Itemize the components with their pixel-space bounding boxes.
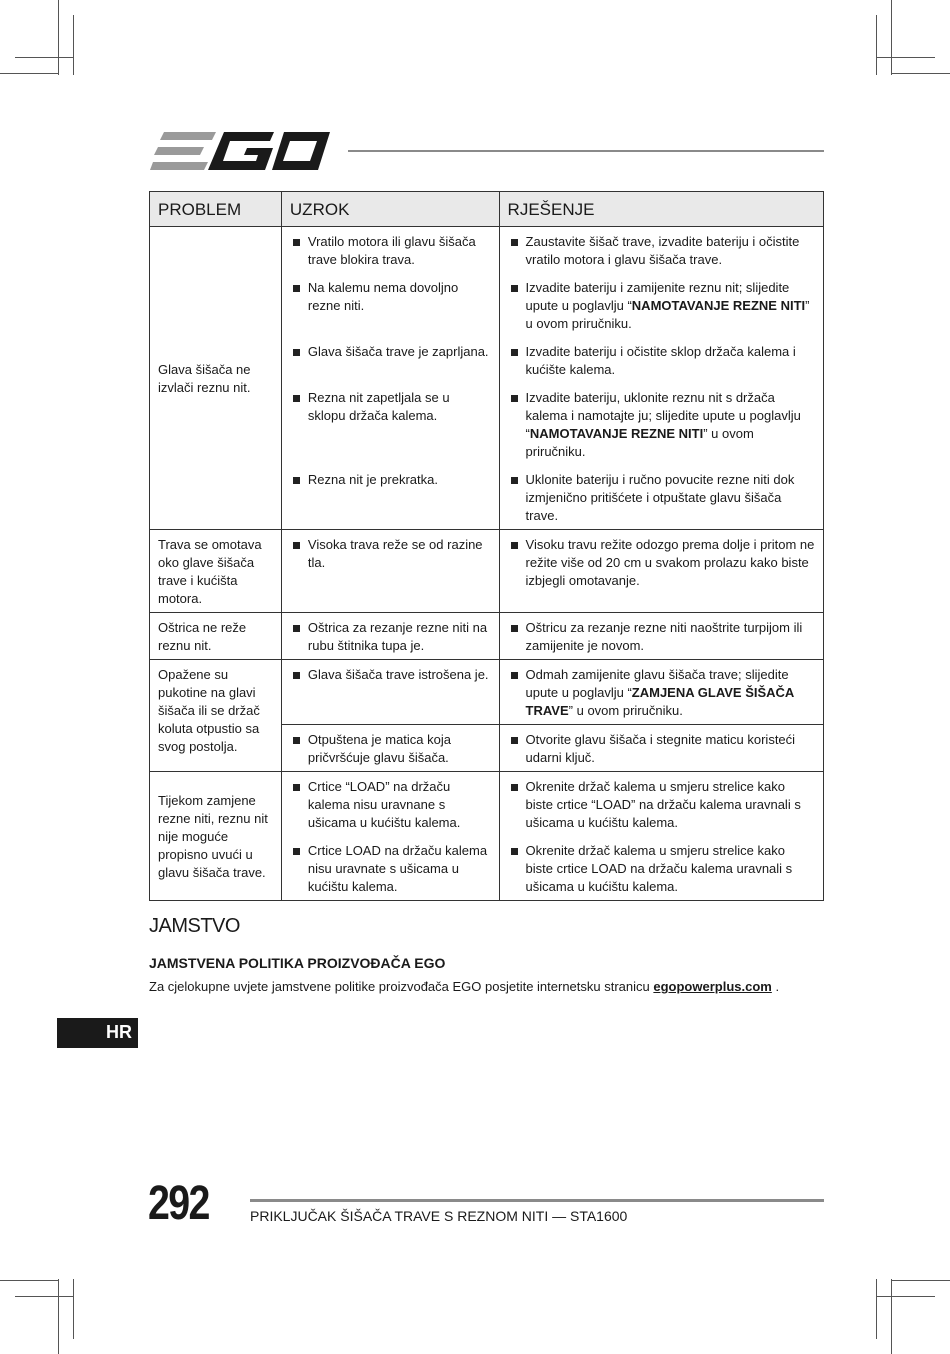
crop-mark	[73, 15, 74, 75]
crop-mark	[891, 0, 892, 75]
crop-mark	[892, 1280, 950, 1281]
crop-mark	[15, 1296, 73, 1297]
bullet-icon	[293, 784, 300, 791]
solution-cell: Izvadite bateriju i zamijenite reznu nit; slijedite upute u poglavlju “NAMOTAVANJE REZNE NITI” u ovom priručniku.	[499, 273, 823, 337]
bullet-icon	[293, 737, 300, 744]
bullet-icon	[511, 848, 518, 855]
column-header: RJEŠENJE	[499, 192, 823, 227]
bullet-icon	[511, 285, 518, 292]
bullet-icon	[293, 285, 300, 292]
solution-cell: Otvorite glavu šišača i stegnite maticu koristeći udarni ključ.	[499, 725, 823, 772]
bullet-icon	[293, 848, 300, 855]
bullet-icon	[511, 737, 518, 744]
table-row	[150, 613, 824, 660]
table-row	[150, 530, 824, 613]
cause-cell: Crtice LOAD na držaču kalema nisu uravnate s ušicama u kućištu kalema.	[281, 836, 499, 901]
solution-cell: Visoku travu režite odozgo prema dolje i pritom ne režite više od 20 cm u svakom prolazu kako biste izbjegli omotavanje.	[499, 530, 823, 613]
crop-mark	[877, 1296, 935, 1297]
bullet-icon	[293, 672, 300, 679]
problem-cell: Trava se omotava oko glave šišača trave i kućišta motora.	[150, 530, 282, 613]
cause-cell: Visoka trava reže se od razine tla.	[281, 530, 499, 613]
cause-cell: Crtice “LOAD” na držaču kalema nisu uravnane s ušicama u kućištu kalema.	[281, 772, 499, 837]
solution-cell: Okrenite držač kalema u smjeru strelice kako biste crtice LOAD na držaču kalema uravnali s ušicama u kućištu kalema.	[499, 836, 823, 901]
cause-cell: Rezna nit zapetljala se u sklopu držača kalema.	[281, 383, 499, 465]
cause-cell: Na kalemu nema dovoljno rezne niti.	[281, 273, 499, 337]
solution-cell: Okrenite držač kalema u smjeru strelice kako biste crtice “LOAD” na držaču kalema uravnali s ušicama u kućištu kalema.	[499, 772, 823, 837]
bullet-icon	[511, 672, 518, 679]
solution-cell: Izvadite bateriju, uklonite reznu nit s držača kalema i namotajte ju; slijedite upute u poglavlju “NAMOTAVANJE REZNE NITI” u ovom priručniku.	[499, 383, 823, 465]
column-header: PROBLEM	[150, 192, 282, 227]
bullet-icon	[511, 784, 518, 791]
bullet-icon	[511, 395, 518, 402]
cause-cell: Glava šišača trave istrošena je.	[281, 660, 499, 725]
troubleshooting-table	[149, 191, 824, 901]
warranty-paragraph: Za cjelokupne uvjete jamstvene politike proizvođača EGO posjetite internetsku stranicu egopowerplus.com .	[149, 979, 780, 994]
warranty-heading: JAMSTVO	[149, 915, 240, 937]
crop-mark	[15, 57, 73, 58]
crop-mark	[58, 1279, 59, 1354]
bullet-icon	[293, 395, 300, 402]
language-tab: HR	[57, 1018, 138, 1048]
bullet-icon	[293, 239, 300, 246]
solution-cell: Odmah zamijenite glavu šišača trave; slijedite upute u poglavlju “ZAMJENA GLAVE ŠIŠAČA TRAVE” u ovom priručniku.	[499, 660, 823, 725]
warranty-subheading: JAMSTVENA POLITIKA PROIZVOĐAČA EGO	[149, 955, 446, 971]
problem-cell: Glava šišača ne izvlači reznu nit.	[150, 227, 282, 530]
crop-mark	[877, 57, 935, 58]
cause-cell: Vratilo motora ili glavu šišača trave blokira trava.	[281, 227, 499, 274]
bullet-icon	[293, 349, 300, 356]
crop-mark	[891, 1279, 892, 1354]
footer-rule	[250, 1199, 824, 1202]
table-row	[150, 660, 824, 725]
problem-cell: Oštrica ne reže reznu nit.	[150, 613, 282, 660]
crop-mark	[0, 73, 58, 74]
bullet-icon	[511, 542, 518, 549]
crop-mark	[58, 0, 59, 75]
bullet-icon	[293, 542, 300, 549]
crop-mark	[876, 1279, 877, 1339]
table-header-row	[150, 192, 824, 227]
crop-mark	[73, 1279, 74, 1339]
solution-cell: Izvadite bateriju i očistite sklop držača kalema i kućište kalema.	[499, 337, 823, 383]
header-rule	[348, 150, 824, 152]
crop-mark	[892, 73, 950, 74]
website-link[interactable]: egopowerplus.com	[653, 979, 772, 994]
page-number: 292	[148, 1177, 209, 1230]
bullet-icon	[293, 477, 300, 484]
crop-mark	[0, 1280, 58, 1281]
bullet-icon	[511, 625, 518, 632]
cause-cell: Glava šišača trave je zaprljana.	[281, 337, 499, 383]
crop-mark	[876, 15, 877, 75]
table-row	[150, 772, 824, 837]
problem-cell: Opažene su pukotine na glavi šišača ili se držač koluta otpustio sa svog postolja.	[150, 660, 282, 772]
table-row	[150, 227, 824, 274]
solution-cell: Oštricu za rezanje rezne niti naoštrite turpijom ili zamijenite je novom.	[499, 613, 823, 660]
cause-cell: Oštrica za rezanje rezne niti na rubu štitnika tupa je.	[281, 613, 499, 660]
solution-cell: Uklonite bateriju i ručno povucite rezne niti dok izmjenično pritišćete i otpuštate glavu šišača trave.	[499, 465, 823, 530]
column-header: UZROK	[281, 192, 499, 227]
bullet-icon	[511, 477, 518, 484]
footer-title: PRIKLJUČAK ŠIŠAČA TRAVE S REZNOM NITI — STA1600	[250, 1208, 628, 1224]
cause-cell: Rezna nit je prekratka.	[281, 465, 499, 530]
problem-cell: Tijekom zamjene rezne niti, reznu nit nije moguće propisno uvući u glavu šišača trave.	[150, 772, 282, 901]
ego-logo	[150, 130, 332, 172]
solution-cell: Zaustavite šišač trave, izvadite bateriju i očistite vratilo motora i glavu šišača trave.	[499, 227, 823, 274]
cause-cell: Otpuštena je matica koja pričvršćuje glavu šišača.	[281, 725, 499, 772]
bullet-icon	[293, 625, 300, 632]
bullet-icon	[511, 239, 518, 246]
bullet-icon	[511, 349, 518, 356]
